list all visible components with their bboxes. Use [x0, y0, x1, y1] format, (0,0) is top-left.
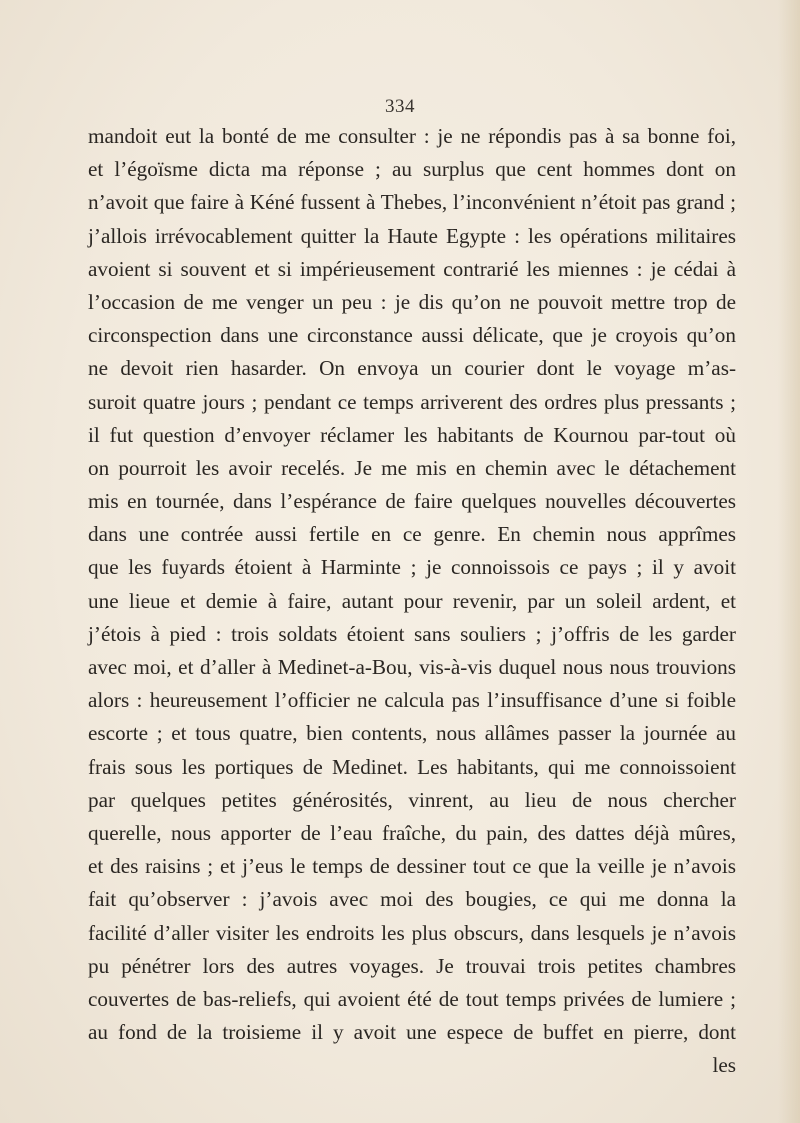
text-line: alors : heureusement l’officier ne calcula pas l’insuffisance d’une si foible — [88, 688, 736, 713]
text-line: suroit quatre jours ; pendant ce temps arriverent des ordres plus pressants ; — [88, 389, 736, 414]
text-line: avec moi, et d’aller à Medinet-a-Bou, vis-à-vis duquel nous nous trouvions — [88, 655, 736, 679]
text-line: et l’égoïsme dicta ma réponse ; au surplus que cent hommes dont on — [88, 157, 736, 182]
text-line: par quelques petites générosités, vinrent, au lieu de nous chercher — [88, 787, 736, 812]
text-line: pu pénétrer lors des autres voyages. Je trouvai trois petites chambres — [88, 953, 736, 978]
text-line: mandoit eut la bonté de me consulter : je ne répondis pas à sa bonne foi, — [88, 124, 736, 148]
text-line: il fut question d’envoyer réclamer les habitants de Kournou par-tout où — [88, 422, 736, 447]
page-edge-shadow — [778, 0, 800, 1123]
text-line: avoient si souvent et si impérieusement contrarié les miennes : je cédai à — [88, 256, 736, 281]
text-line: fait qu’observer : j’avois avec moi des bougies, ce qui me donna la — [88, 887, 736, 912]
catchword: les — [712, 1053, 736, 1078]
text-line: on pourroit les avoir recelés. Je me mis en chemin avec le détachement — [88, 455, 736, 480]
text-line: n’avoit que faire à Kéné fussent à Thebes, l’inconvénient n’étoit pas grand ; — [88, 190, 736, 215]
text-line: querelle, nous apporter de l’eau fraîche, du pain, des dattes déjà mûres, — [88, 820, 736, 845]
text-line: mis en tournée, dans l’espérance de faire quelques nouvelles découvertes — [88, 489, 736, 514]
text-line: frais sous les portiques de Medinet. Les habitants, qui me connoissoient — [88, 754, 736, 779]
text-line: ne devoit rien hasarder. On envoya un courier dont le voyage m’as- — [88, 356, 736, 381]
text-line: facilité d’aller visiter les endroits les plus obscurs, dans lesquels je n’avois — [88, 920, 736, 945]
text-line: que les fuyards étoient à Harminte ; je connoissois ce pays ; il y avoit — [88, 555, 736, 580]
text-line: une lieue et demie à faire, autant pour revenir, par un soleil ardent, et — [88, 588, 736, 613]
body-text — [88, 120, 736, 1082]
text-line: j’étois à pied : trois soldats étoient sans souliers ; j’offris de les garder — [88, 621, 736, 646]
text-line: au fond de la troisieme il y avoit une espece de buffet en pierre, dont — [88, 1020, 736, 1045]
text-line: j’allois irrévocablement quitter la Haute Egypte : les opérations militaires — [88, 223, 736, 248]
text-line: dans une contrée aussi fertile en ce genre. En chemin nous apprîmes — [88, 522, 736, 547]
text-line: couvertes de bas-reliefs, qui avoient été de tout temps privées de lumiere ; — [88, 986, 736, 1011]
text-line: circonspection dans une circonstance aussi délicate, que je croyois qu’on — [88, 323, 736, 348]
page-number: 334 — [385, 96, 415, 117]
text-line: l’occasion de me venger un peu : je dis qu’on ne pouvoit mettre trop de — [88, 289, 736, 314]
text-line: escorte ; et tous quatre, bien contents, nous allâmes passer la journée au — [88, 721, 736, 746]
text-line: et des raisins ; et j’eus le temps de dessiner tout ce que la veille je n’avois — [88, 854, 736, 879]
